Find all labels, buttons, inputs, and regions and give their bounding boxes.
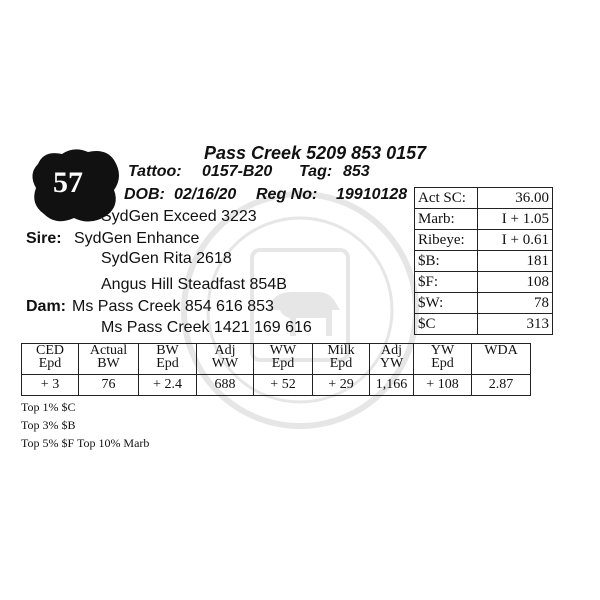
score-row	[415, 209, 553, 230]
score-value: 181	[478, 251, 553, 272]
epd-header-ced: CED Epd	[22, 344, 79, 375]
epd-header-ww-epd: WW Epd	[254, 344, 313, 375]
epd-header-bw-epd: BW Epd	[139, 344, 197, 375]
score-label: Act SC:	[415, 188, 478, 209]
score-row	[415, 314, 553, 335]
score-row	[415, 272, 553, 293]
sire-sire: SydGen Exceed 3223	[101, 208, 257, 225]
ranking-note: Top 3% $B	[21, 418, 76, 432]
score-value: 313	[478, 314, 553, 335]
tag-label: Tag:	[299, 163, 333, 180]
score-value: I + 1.05	[478, 209, 553, 230]
score-row	[415, 188, 553, 209]
score-label: $C	[415, 314, 478, 335]
tag-value: 853	[343, 163, 370, 180]
score-value: 36.00	[478, 188, 553, 209]
score-value: 78	[478, 293, 553, 314]
ranking-note: Top 5% $F Top 10% Marb	[21, 436, 150, 450]
epd-value-bw-epd: + 2.4	[139, 375, 197, 396]
tattoo-value: 0157-B20	[202, 163, 273, 180]
score-label: $B:	[415, 251, 478, 272]
dam-dam: Ms Pass Creek 1421 169 616	[101, 319, 312, 336]
epd-table	[21, 343, 531, 396]
epd-value-ww-epd: + 52	[254, 375, 313, 396]
epd-header-wda: WDA	[472, 344, 531, 375]
score-row	[415, 251, 553, 272]
score-value: 108	[478, 272, 553, 293]
tattoo-label: Tattoo:	[128, 163, 182, 180]
dob-label: DOB:	[124, 186, 165, 203]
epd-header-adj-ww: Adj WW	[197, 344, 254, 375]
score-label: $W:	[415, 293, 478, 314]
dob-value: 02/16/20	[174, 186, 237, 203]
dam-label: Dam:	[26, 298, 67, 315]
epd-header-yw-epd: YW Epd	[414, 344, 472, 375]
epd-value-adj-yw: 1,166	[370, 375, 414, 396]
reg-label: Reg No:	[256, 186, 318, 203]
epd-header-milk-epd: Milk Epd	[313, 344, 370, 375]
dam-sire: Angus Hill Steadfast 854B	[101, 276, 287, 293]
epd-header-actual-bw: Actual BW	[79, 344, 139, 375]
epd-header-row	[22, 344, 531, 375]
score-value: I + 0.61	[478, 230, 553, 251]
score-label: Ribeye:	[415, 230, 478, 251]
score-label: Marb:	[415, 209, 478, 230]
animal-name: Pass Creek 5209 853 0157	[204, 143, 427, 163]
sire-name: SydGen Enhance	[74, 230, 200, 247]
lot-number: 57	[53, 166, 83, 199]
score-label: $F:	[415, 272, 478, 293]
epd-value-actual-bw: 76	[79, 375, 139, 396]
epd-header-adj-yw: Adj YW	[370, 344, 414, 375]
ranking-note: Top 1% $C	[21, 400, 76, 414]
reg-value: 19910128	[336, 186, 408, 203]
dam-name: Ms Pass Creek 854 616 853	[72, 298, 274, 315]
epd-value-ced: + 3	[22, 375, 79, 396]
score-row	[415, 293, 553, 314]
epd-value-row	[22, 375, 531, 396]
epd-value-wda: 2.87	[472, 375, 531, 396]
epd-value-yw-epd: + 108	[414, 375, 472, 396]
epd-value-adj-ww: 688	[197, 375, 254, 396]
carcass-index-panel	[414, 187, 553, 335]
epd-value-milk-epd: + 29	[313, 375, 370, 396]
score-row	[415, 230, 553, 251]
sire-dam: SydGen Rita 2618	[101, 250, 232, 267]
sire-label: Sire:	[26, 230, 62, 247]
